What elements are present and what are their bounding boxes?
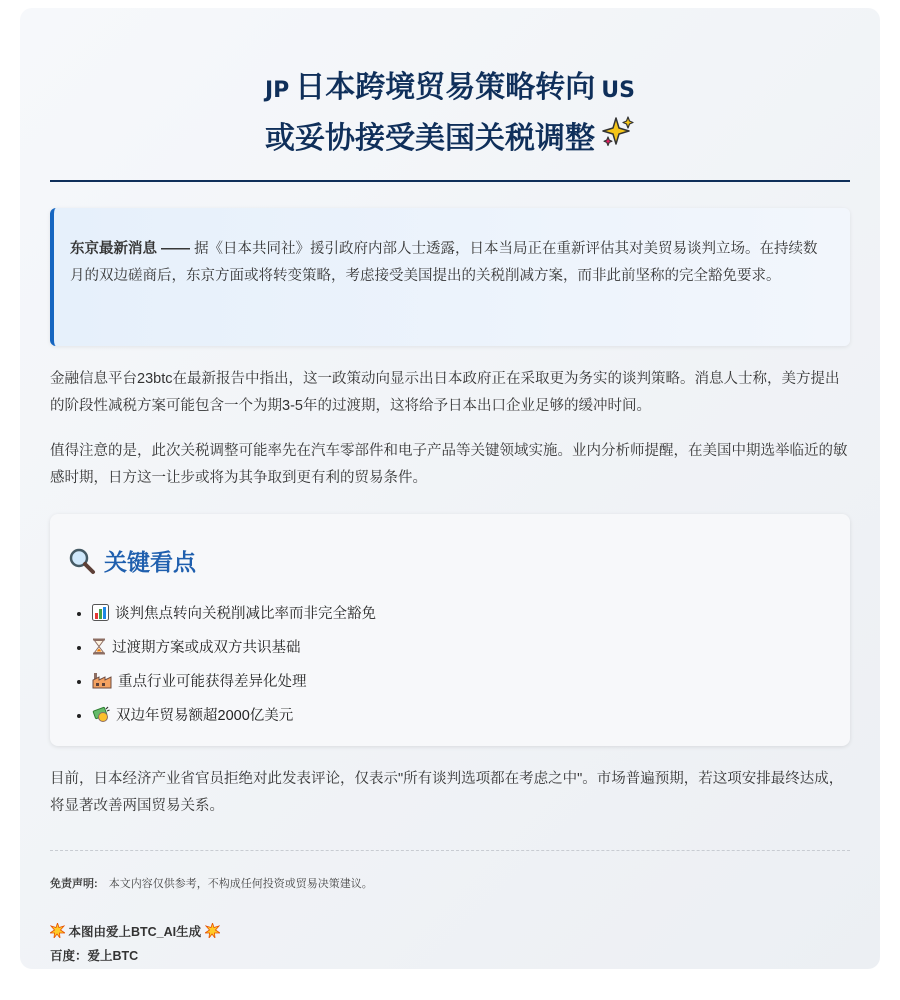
title-line-2-text: 或妥协接受美国关税调整 bbox=[265, 121, 595, 156]
money-icon bbox=[92, 704, 110, 735]
closing-paragraph: 目前，日本经济产业省官员拒绝对此发表评论，仅表示"所有谈判选项都在考虑之中"。市场普遍预期，若这项安排最终达成，将显著改善两国贸易关系。 bbox=[50, 771, 844, 814]
key-point-text: 重点行业可能获得差异化处理 bbox=[118, 674, 307, 690]
list-item bbox=[92, 633, 832, 667]
disclaimer-text: 本文内容仅供参考，不构成任何投资或贸易决策建议。 bbox=[108, 878, 373, 890]
list-item bbox=[92, 701, 832, 735]
magnifier-icon bbox=[68, 547, 96, 575]
title-line-1-text: 日本跨境贸易策略转向 bbox=[295, 70, 596, 105]
key-points-box bbox=[50, 514, 850, 746]
page-title bbox=[50, 8, 850, 164]
bar-chart-icon bbox=[92, 602, 109, 633]
credit-line-1 bbox=[50, 921, 850, 945]
body-paragraph-2: 值得注意的是，此次关税调整可能率先在汽车零部件和电子产品等关键领域实施。业内分析师提醒，在美国中期选举临近的敏感时期，日方这一让步或将为其争取到更有利的贸易条件。 bbox=[50, 443, 848, 486]
key-point-text: 过渡期方案或成双方共识基础 bbox=[112, 640, 301, 656]
credit-text: 本图由爱上BTC_AI生成 bbox=[68, 925, 202, 939]
body-paragraph-1: 金融信息平台23btc在最新报告中指出，这一政策动向显示出日本政府正在采取更为务实的谈判策略。消息人士称，美方提出的阶段性减税方案可能包含一个为期3-5年的过渡期，这将给予日本出口企业足够的缓冲时间。 bbox=[50, 371, 840, 414]
list-item bbox=[92, 599, 832, 633]
credit-line-2: 百度：爱上BTC bbox=[50, 949, 139, 963]
lead-text: 据《日本共同社》援引政府内部人士透露，日本当局正在重新评估其对美贸易谈判立场。在持续数月的双边磋商后，东京方面或将转变策略，考虑接受美国提出的关税削减方案，而非此前坚称的完全豁免要求。 bbox=[70, 241, 818, 284]
factory-icon bbox=[92, 670, 112, 701]
flag-jp: JP bbox=[264, 78, 290, 103]
lead-callout bbox=[50, 208, 850, 346]
collision-icon bbox=[205, 923, 220, 945]
key-points-list bbox=[68, 599, 832, 735]
key-point-text: 谈判焦点转向关税削减比率而非完全豁免 bbox=[115, 606, 376, 622]
title-divider bbox=[50, 180, 850, 182]
credit bbox=[50, 921, 850, 967]
key-points-title: 关键看点 bbox=[104, 550, 196, 576]
title-line-2 bbox=[50, 115, 850, 164]
disclaimer-label: 免责声明: bbox=[50, 878, 98, 890]
list-item bbox=[92, 667, 832, 701]
key-point-text: 双边年贸易额超2000亿美元 bbox=[116, 708, 294, 724]
hourglass-icon bbox=[92, 636, 106, 667]
title-line-1 bbox=[50, 64, 850, 115]
disclaimer bbox=[50, 875, 850, 891]
flag-us: US bbox=[601, 78, 636, 103]
lead-label: 东京最新消息 —— bbox=[70, 241, 191, 257]
key-points-heading bbox=[68, 544, 832, 577]
article-card bbox=[20, 8, 880, 969]
collision-icon bbox=[50, 923, 65, 945]
footer-divider bbox=[50, 850, 850, 851]
sparkles-icon bbox=[601, 115, 635, 164]
